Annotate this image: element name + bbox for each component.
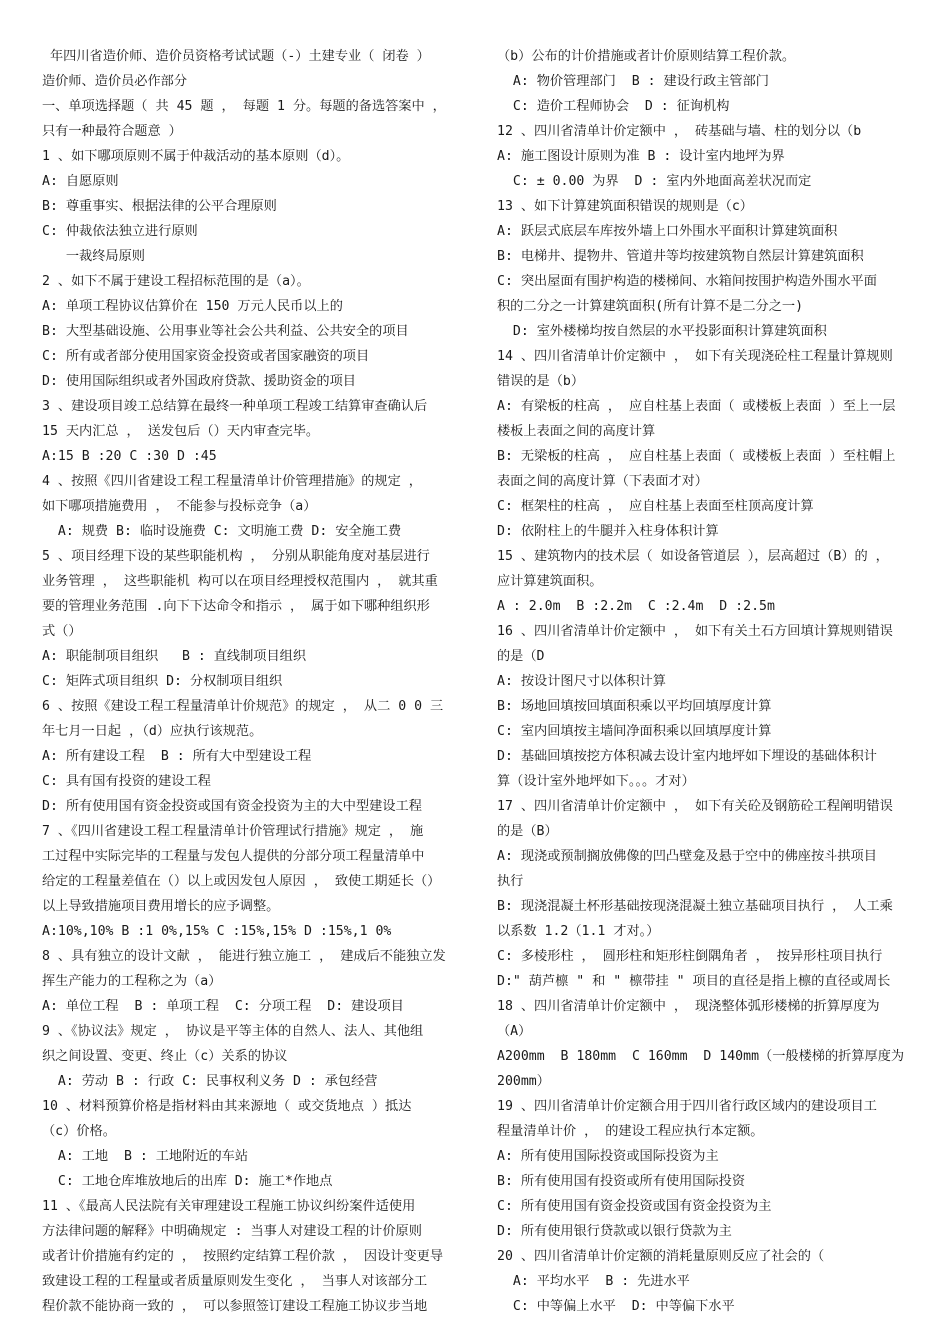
left-text-line: C: 矩阵式项目组织 D: 分权制项目组织 bbox=[42, 674, 283, 689]
left-text-line: A:10%,10% B :1 0%,15% C :15%,15% D :15%,1 0% bbox=[42, 924, 392, 939]
right-text-line: D:" 葫芦檩 " 和 " 檩带挂 " 项目的直径是指上檩的直径或周长 bbox=[497, 974, 891, 989]
left-text-line: 给定的工程量差值在（）以上或因发包人原因 ， 致使工期延长（） bbox=[42, 874, 441, 889]
left-text-line: 式（） bbox=[42, 624, 82, 639]
left-text-line: 10 、材料预算价格是指材料由其来源地（ 或交货地点 ）抵达 bbox=[42, 1099, 412, 1114]
left-text-line: 以上导致措施项目费用增长的应予调整。 bbox=[42, 899, 280, 914]
right-text-line: D: 室外楼梯均按自然层的水平投影面积计算建筑面积 bbox=[497, 324, 827, 339]
left-text-line: 3 、建设项目竣工总结算在最终一种单项工程竣工结算审查确认后 bbox=[42, 399, 428, 414]
right-text-line: 18 、四川省清单计价定额中 ， 现浇整体弧形楼梯的折算厚度为 bbox=[497, 999, 880, 1014]
right-text-line: A: 现浇或预制搁放佛像的凹凸壁龛及悬于空中的佛座按斗拱项目 bbox=[497, 849, 877, 864]
right-text-line: C: 室内回填按主墙间净面积乘以回填厚度计算 bbox=[497, 724, 772, 739]
right-text-line: A: 按设计图尺寸以体积计算 bbox=[497, 674, 666, 689]
left-text-line: 织之间设置、变更、终止（c）关系的协议 bbox=[42, 1049, 288, 1064]
right-text-line: 的是（D bbox=[497, 649, 545, 664]
left-text-line: A: 工地 B : 工地附近的车站 bbox=[42, 1149, 249, 1164]
right-text-line: 积的二分之一计算建筑面积(所有计算不是二分之一) bbox=[497, 299, 804, 314]
left-text-line: 要的管理业务范围 .向下下达命令和指示 ， 属于如下哪种组织形 bbox=[42, 599, 430, 614]
right-text-line: 错误的是（b） bbox=[497, 374, 585, 389]
left-text-line: 只有一种最符合题意 ） bbox=[42, 124, 182, 139]
left-text-line: C: 具有国有投资的建设工程 bbox=[42, 774, 211, 789]
right-text-line: 以系数 1.2（1.1 才对。） bbox=[497, 924, 660, 939]
left-text-line: 1 、如下哪项原则不属于仲裁活动的基本原则（d）。 bbox=[42, 149, 350, 164]
left-text-line: 一裁终局原则 bbox=[42, 249, 145, 264]
right-text-line: （A） bbox=[497, 1024, 532, 1039]
left-text-line: 一、单项选择题（ 共 45 题 ， 每题 1 分。每题的备选答案中 ， bbox=[42, 99, 446, 114]
left-text-line: C: 仲裁依法独立进行原则 bbox=[42, 224, 198, 239]
right-text-line: 楼板上表面之间的高度计算 bbox=[497, 424, 656, 439]
right-text-line: 13 、如下计算建筑面积错误的规则是（c） bbox=[497, 199, 753, 214]
right-text-line: B: 无梁板的柱高 ， 应自柱基上表面（ 或楼板上表面 ）至柱帽上 bbox=[497, 449, 896, 464]
left-text-line: 8 、具有独立的设计文献 ， 能进行独立施工 ， 建成后不能独立发 bbox=[42, 949, 446, 964]
right-text-line: 20 、四川省清单计价定额的消耗量原则反应了社会的（ bbox=[497, 1249, 825, 1264]
right-text-line: 表面之间的高度计算（下表面才对） bbox=[497, 474, 708, 489]
left-text-line: 11 、《最高人民法院有关审理建设工程施工协议纠纷案件适使用 bbox=[42, 1199, 416, 1214]
right-text-line: 12 、四川省清单计价定额中 ， 砖基础与墙、柱的划分以（b bbox=[497, 124, 862, 139]
right-text-line: 程量清单计价 ， 的建设工程应执行本定额。 bbox=[497, 1124, 764, 1139]
right-text-line: C: 所有使用国有资金投资或国有资金投资为主 bbox=[497, 1199, 772, 1214]
left-text-line: 挥生产能力的工程称之为（a） bbox=[42, 974, 222, 989]
right-text-line: 的是（B） bbox=[497, 824, 558, 839]
left-text-line: A: 规费 B: 临时设施费 C: 文明施工费 D: 安全施工费 bbox=[42, 524, 402, 539]
right-text-line: C: 多棱形柱 ， 圆形柱和矩形柱倒隅角者 ， 按异形柱项目执行 bbox=[497, 949, 883, 964]
right-text-line: A : 2.0m B :2.2m C :2.4m D :2.5m bbox=[497, 599, 775, 614]
right-text-line: D: 所有使用银行贷款或以银行贷款为主 bbox=[497, 1224, 732, 1239]
left-text-line: 工过程中实际完毕的工程量与发包人提供的分部分项工程量清单中 bbox=[42, 849, 425, 864]
right-text-line: A: 跃层式底层车库按外墙上口外围水平面积计算建筑面积 bbox=[497, 224, 838, 239]
right-text-line: D: 依附柱上的牛腿并入柱身体积计算 bbox=[497, 524, 719, 539]
left-text-line: C: 所有或者部分使用国家资金投资或者国家融资的项目 bbox=[42, 349, 370, 364]
right-text-line: A: 物价管理部门 B : 建设行政主管部门 bbox=[497, 74, 769, 89]
left-text-line: 程价款不能协商一致的 ， 可以参照签订建设工程施工协议步当地 bbox=[42, 1299, 428, 1314]
left-text-line: 7 、《四川省建设工程工程量清单计价管理试行措施》规定 ， 施 bbox=[42, 824, 424, 839]
right-text-line: A: 施工图设计原则为准 B : 设计室内地坪为界 bbox=[497, 149, 785, 164]
right-text-line: 200mm） bbox=[497, 1074, 550, 1089]
left-text-line: A: 单位工程 B : 单项工程 C: 分项工程 D: 建设项目 bbox=[42, 999, 404, 1014]
left-text-line: 或者计价措施有约定的 ， 按照约定结算工程价款 ， 因设计变更导 bbox=[42, 1249, 444, 1264]
right-text-line: 应计算建筑面积。 bbox=[497, 574, 603, 589]
right-text-line: 执行 bbox=[497, 874, 524, 889]
left-text-line: A: 劳动 B : 行政 C: 民事权利义务 D : 承包经营 bbox=[42, 1074, 378, 1089]
left-text-line: 方法律问题的解释》中明确规定 : 当事人对建设工程的计价原则 bbox=[42, 1224, 422, 1239]
right-text-line: A200mm B 180mm C 160mm D 140mm（一般楼梯的折算厚度为 bbox=[497, 1049, 905, 1064]
left-text-line: D: 使用国际组织或者外国政府贷款、援助资金的项目 bbox=[42, 374, 356, 389]
right-text-line: 15 、建筑物内的技术层（ 如设备管道层 ），层高超过（B）的 ， bbox=[497, 549, 889, 564]
left-text-line: 9 、《协议法》规定 ， 协议是平等主体的自然人、法人、其他组 bbox=[42, 1024, 424, 1039]
left-text-line: C: 工地仓库堆放地后的出库 D: 施工*作地点 bbox=[42, 1174, 333, 1189]
right-text-line: 算（设计室外地坪如下。。。才对） bbox=[497, 774, 695, 789]
left-text-line: 年四川省造价师、造价员资格考试试题（-）土建专业（ 闭卷 ） bbox=[42, 49, 430, 64]
left-text-line: D: 所有使用国有资金投资或国有资金投资为主的大中型建设工程 bbox=[42, 799, 422, 814]
left-text-line: 4 、按照《四川省建设工程工程量清单计价管理措施》的规定 ， bbox=[42, 474, 422, 489]
left-text-line: 致建设工程的工程量或者质量原则发生变化 ， 当事人对该部分工 bbox=[42, 1274, 428, 1289]
right-text-line: A: 所有使用国际投资或国际投资为主 bbox=[497, 1149, 719, 1164]
left-text-line: 年七月一日起 ，（d）应执行该规范。 bbox=[42, 724, 263, 739]
left-text-line: B: 尊重事实、根据法律的公平合理原则 bbox=[42, 199, 277, 214]
left-text-line: A: 单项工程协议估算价在 150 万元人民币以上的 bbox=[42, 299, 343, 314]
left-text-line: 2 、如下不属于建设工程招标范围的是（a）。 bbox=[42, 274, 310, 289]
right-text-line: C: ± 0.00 为界 D : 室内外地面高差状况而定 bbox=[497, 174, 812, 189]
left-text-line: （c）价格。 bbox=[42, 1124, 116, 1139]
right-text-line: 17 、四川省清单计价定额中 ， 如下有关砼及钢筋砼工程阐明错误 bbox=[497, 799, 893, 814]
right-text-line: C: 中等偏上水平 D: 中等偏下水平 bbox=[497, 1299, 735, 1314]
right-text-line: 14 、四川省清单计价定额中 ， 如下有关现浇砼柱工程量计算规则 bbox=[497, 349, 893, 364]
left-text-line: 6 、按照《建设工程工程量清单计价规范》的规定 ， 从二 0 0 三 bbox=[42, 699, 444, 714]
left-text-line: A: 自愿原则 bbox=[42, 174, 119, 189]
left-text-line: 如下哪项措施费用 ， 不能参与投标竞争（a） bbox=[42, 499, 317, 514]
right-text-line: B: 电梯井、提物井、管道井等均按建筑物自然层计算建筑面积 bbox=[497, 249, 864, 264]
left-text-line: 5 、项目经理下设的某些职能机构 ， 分别从职能角度对基层进行 bbox=[42, 549, 430, 564]
right-text-line: C: 突出屋面有围护构造的楼梯间、水箱间按围护构造外围水平面 bbox=[497, 274, 877, 289]
left-text-line: 造价师、造价员必作部分 bbox=[42, 74, 188, 89]
right-text-line: 19 、四川省清单计价定额合用于四川省行政区域内的建设项目工 bbox=[497, 1099, 877, 1114]
left-column bbox=[42, 44, 464, 1319]
left-text-line: 业务管理 ， 这些职能机 构可以在项目经理授权范围内 ， 就其重 bbox=[42, 574, 438, 589]
right-column bbox=[497, 44, 919, 1319]
right-text-line: 16 、四川省清单计价定额中 ， 如下有关土石方回填计算规则错误 bbox=[497, 624, 893, 639]
left-text-line: A:15 B :20 C :30 D :45 bbox=[42, 449, 217, 464]
left-text-line: A: 职能制项目组织 B : 直线制项目组织 bbox=[42, 649, 307, 664]
right-text-line: B: 所有使用国有投资或所有使用国际投资 bbox=[497, 1174, 746, 1189]
right-text-line: D: 基础回填按挖方体积减去设计室内地坪如下埋设的基础体积计 bbox=[497, 749, 877, 764]
right-text-line: A: 有梁板的柱高 ， 应自柱基上表面（ 或楼板上表面 ）至上一层 bbox=[497, 399, 896, 414]
right-text-line: （b）公布的计价措施或者计价原则结算工程价款。 bbox=[497, 49, 796, 64]
right-text-line: B: 场地回填按回填面积乘以平均回填厚度计算 bbox=[497, 699, 772, 714]
left-text-line: 15 天内汇总 ， 送发包后（）天内审查完毕。 bbox=[42, 424, 320, 439]
left-text-line: B: 大型基础设施、公用事业等社会公共利益、公共安全的项目 bbox=[42, 324, 409, 339]
right-text-line: C: 框架柱的柱高 ， 应自柱基上表面至柱顶高度计算 bbox=[497, 499, 814, 514]
left-text-line: A: 所有建设工程 B : 所有大中型建设工程 bbox=[42, 749, 312, 764]
right-text-line: B: 现浇混凝土杯形基础按现浇混凝土独立基础项目执行 ， 人工乘 bbox=[497, 899, 893, 914]
right-text-line: C: 造价工程师协会 D : 征询机构 bbox=[497, 99, 730, 114]
right-text-line: A: 平均水平 B : 先进水平 bbox=[497, 1274, 690, 1289]
